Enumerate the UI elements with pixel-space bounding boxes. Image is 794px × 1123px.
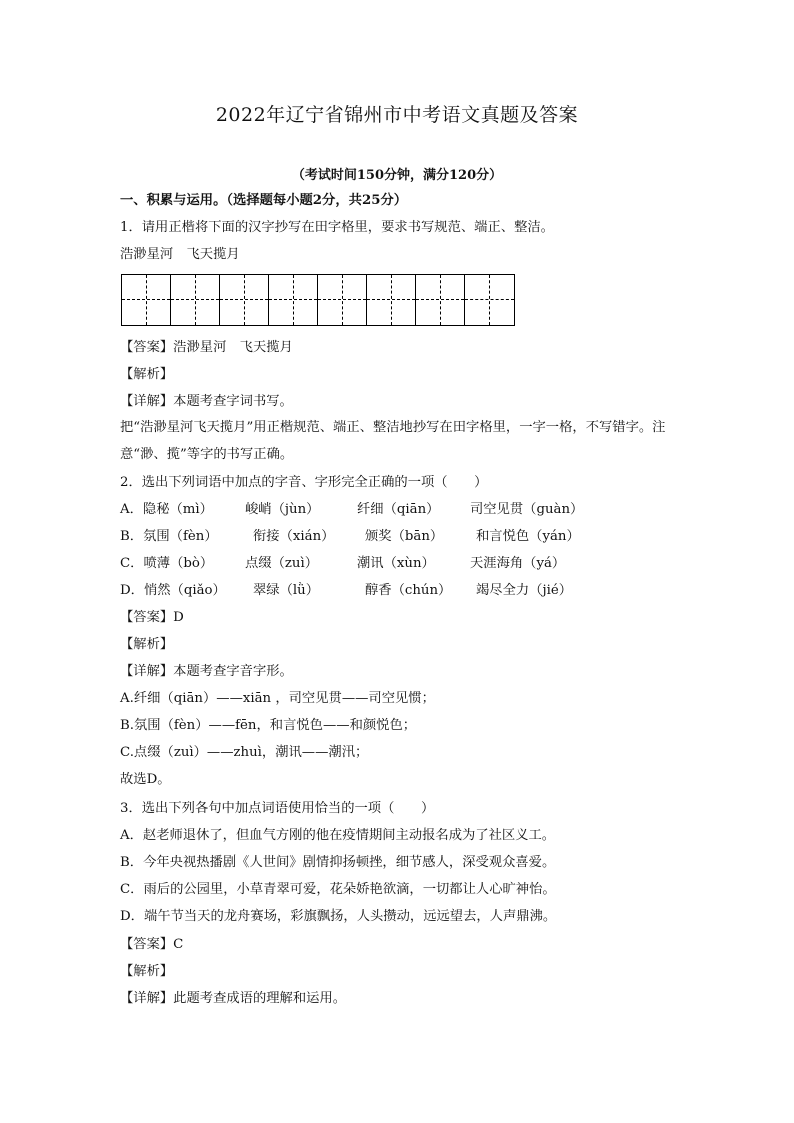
q2-option-d-4: 竭尽全力（jié）	[476, 583, 573, 598]
q1-explain: 把“浩渺星河飞天揽月”用正楷规范、端正、整洁地抄写在田字格里，一字一格，不写错字。注意“渺、揽”等字的书写正确。	[120, 420, 666, 462]
q2-option-b-4: 和言悦色（yán）	[476, 529, 580, 544]
q3-option-c: C．雨后的公园里，小草青翠可爱，花朵娇艳欲滴，一切都让人心旷神怡。	[120, 882, 556, 897]
q2-option-d-1: D．悄然（qiǎo）	[120, 583, 226, 598]
grid-cell	[416, 275, 465, 325]
q2-option-a-1: A．隐秘（mì）	[120, 502, 213, 517]
grid-cell	[269, 275, 318, 325]
q1-answer: 【答案】浩渺星河 飞天揽月	[120, 340, 293, 355]
q2-explain-line: A.纤细（qiān）——xiān ，司空见贯——司空见惯；	[120, 691, 435, 706]
q1-stem: 1．请用正楷将下面的汉字抄写在田字格里，要求书写规范、端正、整洁。	[120, 220, 554, 235]
q3-answer: 【答案】C	[120, 937, 184, 952]
q2-option-c-3: 潮讯（xùn）	[357, 556, 435, 571]
q3-option-d: D．端午节当天的龙舟赛场，彩旗飘扬，人头攒动，远远望去，人声鼎沸。	[120, 909, 557, 924]
q2-option-b-3: 颁奖（bān）	[365, 529, 444, 544]
q2-option-c-1: C．喷薄（bò）	[120, 556, 214, 571]
q1-words: 浩渺星河 飞天揽月	[120, 247, 240, 262]
grid-cell	[367, 275, 416, 325]
q2-option-b-1: B．氛围（fèn）	[120, 529, 218, 544]
tianzige-grid	[121, 274, 515, 326]
q2-stem: 2．选出下列词语中加点的字音、字形完全正确的一项（ ）	[120, 475, 488, 490]
q1-detail: 【详解】本题考查字词书写。	[120, 394, 293, 409]
q3-option-a: A．赵老师退休了，但血气方刚的他在疫情期间主动报名成为了社区义工。	[120, 828, 556, 843]
grid-cell	[122, 275, 171, 325]
q2-option-a-2: 峻峭（jùn）	[245, 502, 320, 517]
q2-option-b-2: 衔接（xián）	[253, 529, 335, 544]
q2-conclusion: 故选D。	[120, 772, 171, 787]
q3-stem: 3．选出下列各句中加点词语使用恰当的一项（ ）	[120, 801, 435, 816]
q2-option-d-3: 醇香（chún）	[365, 583, 452, 598]
section-heading: 一、积累与运用。（选择题每小题2分，共25分）	[120, 193, 408, 208]
q2-option-d-2: 翠绿（lǜ）	[253, 583, 320, 598]
q2-jiexi: 【解析】	[120, 637, 174, 652]
q3-jiexi: 【解析】	[120, 964, 174, 979]
q2-option-a-4: 司空见贯（guàn）	[470, 502, 584, 517]
q2-explain-line: C.点缀（zuì）——zhuì，潮讯——潮汛；	[120, 745, 369, 760]
q2-option-c-2: 点缀（zuì）	[245, 556, 319, 571]
grid-cell	[318, 275, 367, 325]
grid-cell	[220, 275, 269, 325]
q3-option-b: B．今年央视热播剧《人世间》剧情抑扬顿挫，细节感人，深受观众喜爱。	[120, 855, 556, 870]
page-title: 2022年辽宁省锦州市中考语文真题及答案	[215, 104, 579, 126]
q2-option-a-3: 纤细（qiān）	[357, 502, 440, 517]
q2-explain-line: B.氛围（fèn）——fēn，和言悦色——和颜悦色；	[120, 718, 417, 733]
exam-info: （考试时间150分钟，满分120分）	[291, 168, 503, 183]
q2-detail: 【详解】本题考查字音字形。	[120, 664, 293, 679]
q2-option-c-4: 天涯海角（yá）	[470, 556, 566, 571]
q3-detail: 【详解】此题考查成语的理解和运用。	[120, 991, 347, 1006]
q1-jiexi: 【解析】	[120, 367, 174, 382]
grid-cell	[171, 275, 220, 325]
grid-cell	[465, 275, 514, 325]
q2-answer: 【答案】D	[120, 610, 184, 625]
